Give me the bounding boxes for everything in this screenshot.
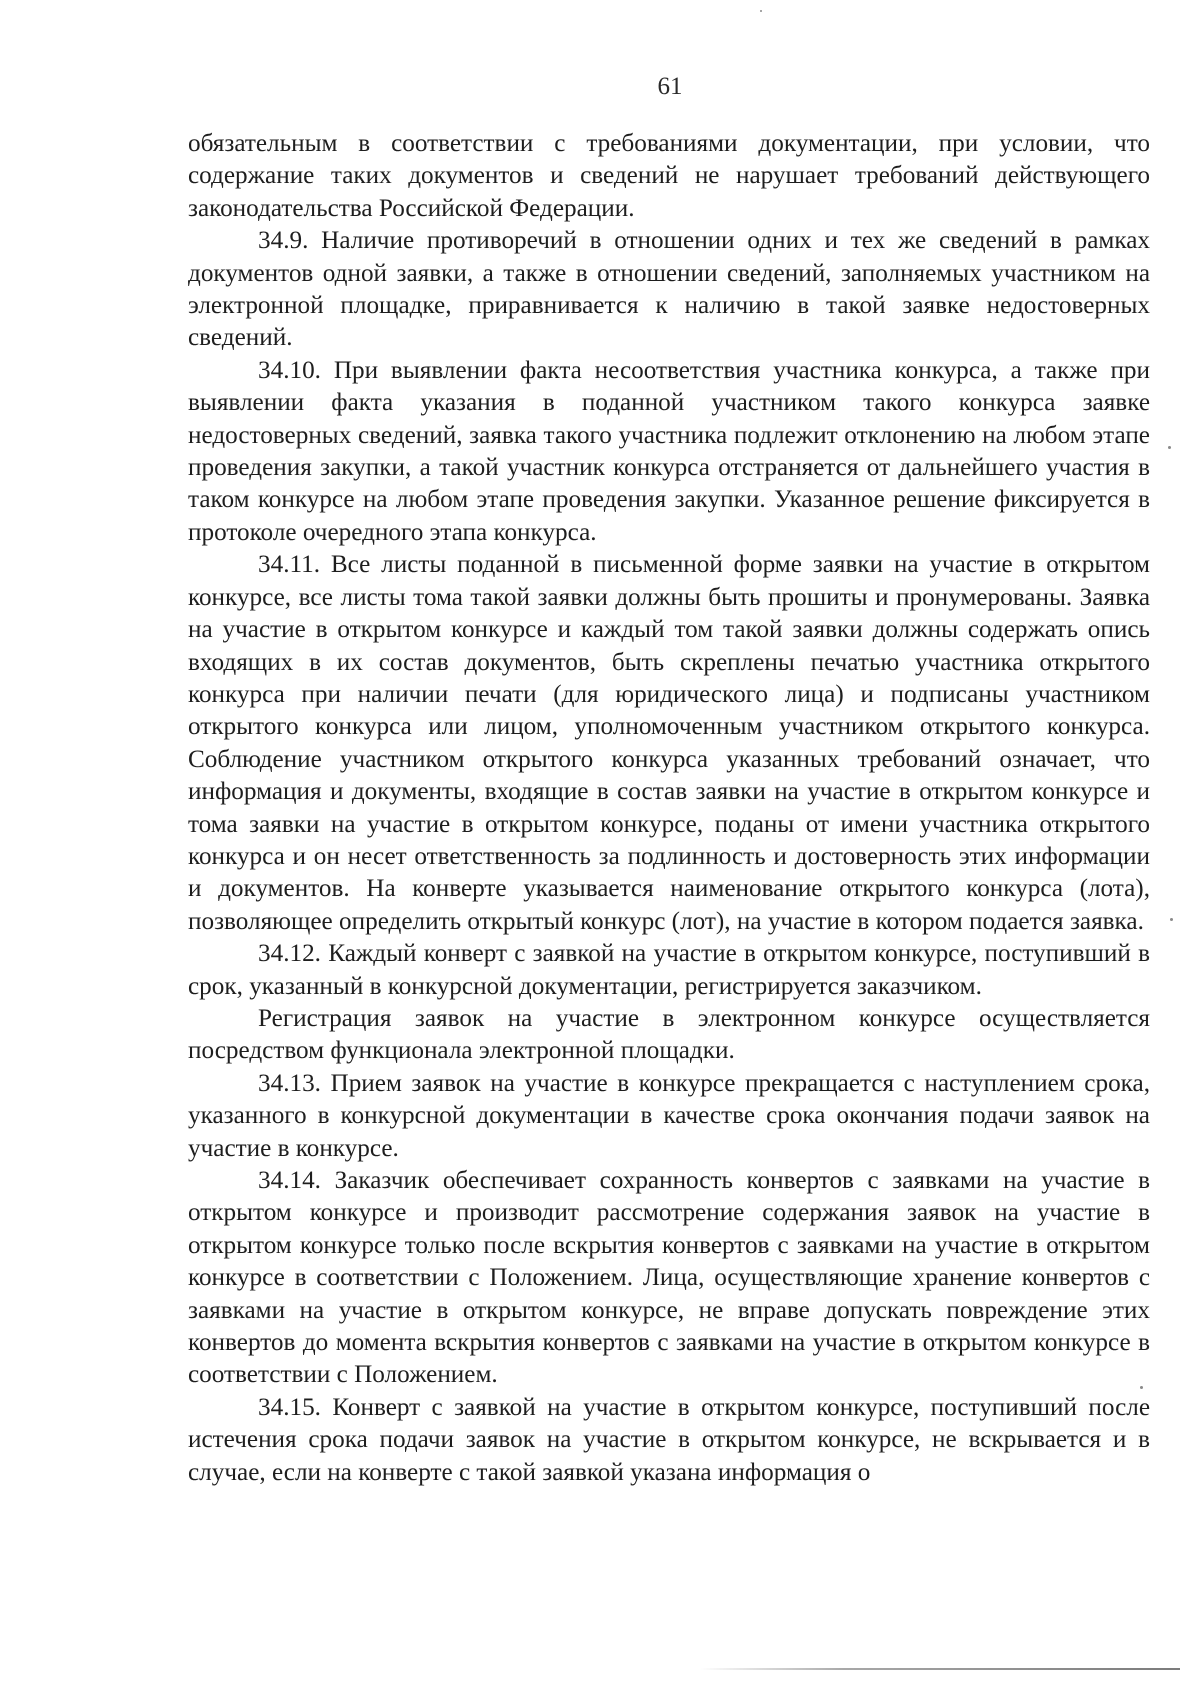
paragraph-34-12: 34.12. Каждый конверт с заявкой на участие в открытом конкурсе, поступивший в срок, указанный в конкурсной документации, регистрируется заказчиком. [188, 940, 1150, 1000]
document-body [188, 128, 1150, 1489]
scan-speck [1140, 1386, 1143, 1389]
scan-speck [1170, 918, 1173, 921]
paragraph-34-11: 34.11. Все листы поданной в письменной форме заявки на участие в открытом конкурсе, все листы тома такой заявки должны быть прошиты и пронумерованы. Заявка на участие в открытом конкурсе и каждый том такой заявки должны содержать опись входящих в их состав документов, быть скреплены печатью участника открытого конкурса при наличии печати (для юридического лица) и подписаны участником открытого конкурса или лицом, уполномоченным участником открытого конкурса. Соблюдение участником открытого конкурса указанных требований означает, что информация и документы, входящие в состав заявки на участие в открытом конкурсе и тома заявки на участие в открытом конкурсе, поданы от имени участника открытого конкурса и он несет ответственность за подлинность и достоверность этих информации и документов. На конверте указывается наименование открытого конкурса (лота), позволяющее определить открытый конкурс (лот), на участие в котором подается заявка. [188, 551, 1150, 935]
scan-speck [760, 10, 762, 12]
paragraph-34-15: 34.15. Конверт с заявкой на участие в открытом конкурсе, поступивший после истечения срока подачи заявок на участие в открытом конкурсе, не вскрывается и в случае, если на конверте с такой заявкой указана информация о [188, 1393, 1150, 1486]
paragraph-registration: Регистрация заявок на участие в электронном конкурсе осуществляется посредством функционала электронной площадки. [188, 1004, 1150, 1065]
paragraph-34-9: 34.9. Наличие противоречий в отношении одних и тех же сведений в рамках документов одной заявки, а также в отношении сведений, заполняемых участником на электронной площадке, приравнивается к наличию в такой заявке недостоверных сведений. [188, 227, 1150, 352]
paragraph-34-13: 34.13. Прием заявок на участие в конкурсе прекращается с наступлением срока, указанного в конкурсной документации в качестве срока окончания подачи заявок на участие в конкурсе. [188, 1069, 1150, 1162]
paragraph-34-10: 34.10. При выявлении факта несоответствия участника конкурса, а также при выявлении факта указания в поданной участником такого конкурса заявке недостоверных сведений, заявка такого участника подлежит отклонению на любом этапе проведения закупки, а такой участник конкурса отстраняется от дальнейшего участия в таком конкурсе на любом этапе проведения закупки. Указанное решение фиксируется в протоколе очередного этапа конкурса. [188, 356, 1150, 546]
paragraph-34-14: 34.14. Заказчик обеспечивает сохранность конвертов с заявками на участие в открытом конкурсе и производит рассмотрение содержания заявок на участие в открытом конкурсе только после вскрытия конвертов с заявками на участие в открытом конкурсе в соответствии с Положением. Лица, осуществляющие хранение конвертов с заявками на участие в открытом конкурсе, не вправе допускать повреждение этих конвертов до момента вскрытия конвертов с заявками на участие в открытом конкурсе в соответствии с Положением. [188, 1167, 1150, 1389]
scan-edge-line [700, 1668, 1180, 1670]
scan-speck [1168, 446, 1171, 449]
page-number: 61 [657, 73, 683, 100]
paragraph-continuation: обязательным в соответствии с требованиями документации, при условии, что содержание таких документов и сведений не нарушает требований действующего законодательства Российской Федерации. [188, 130, 1150, 222]
